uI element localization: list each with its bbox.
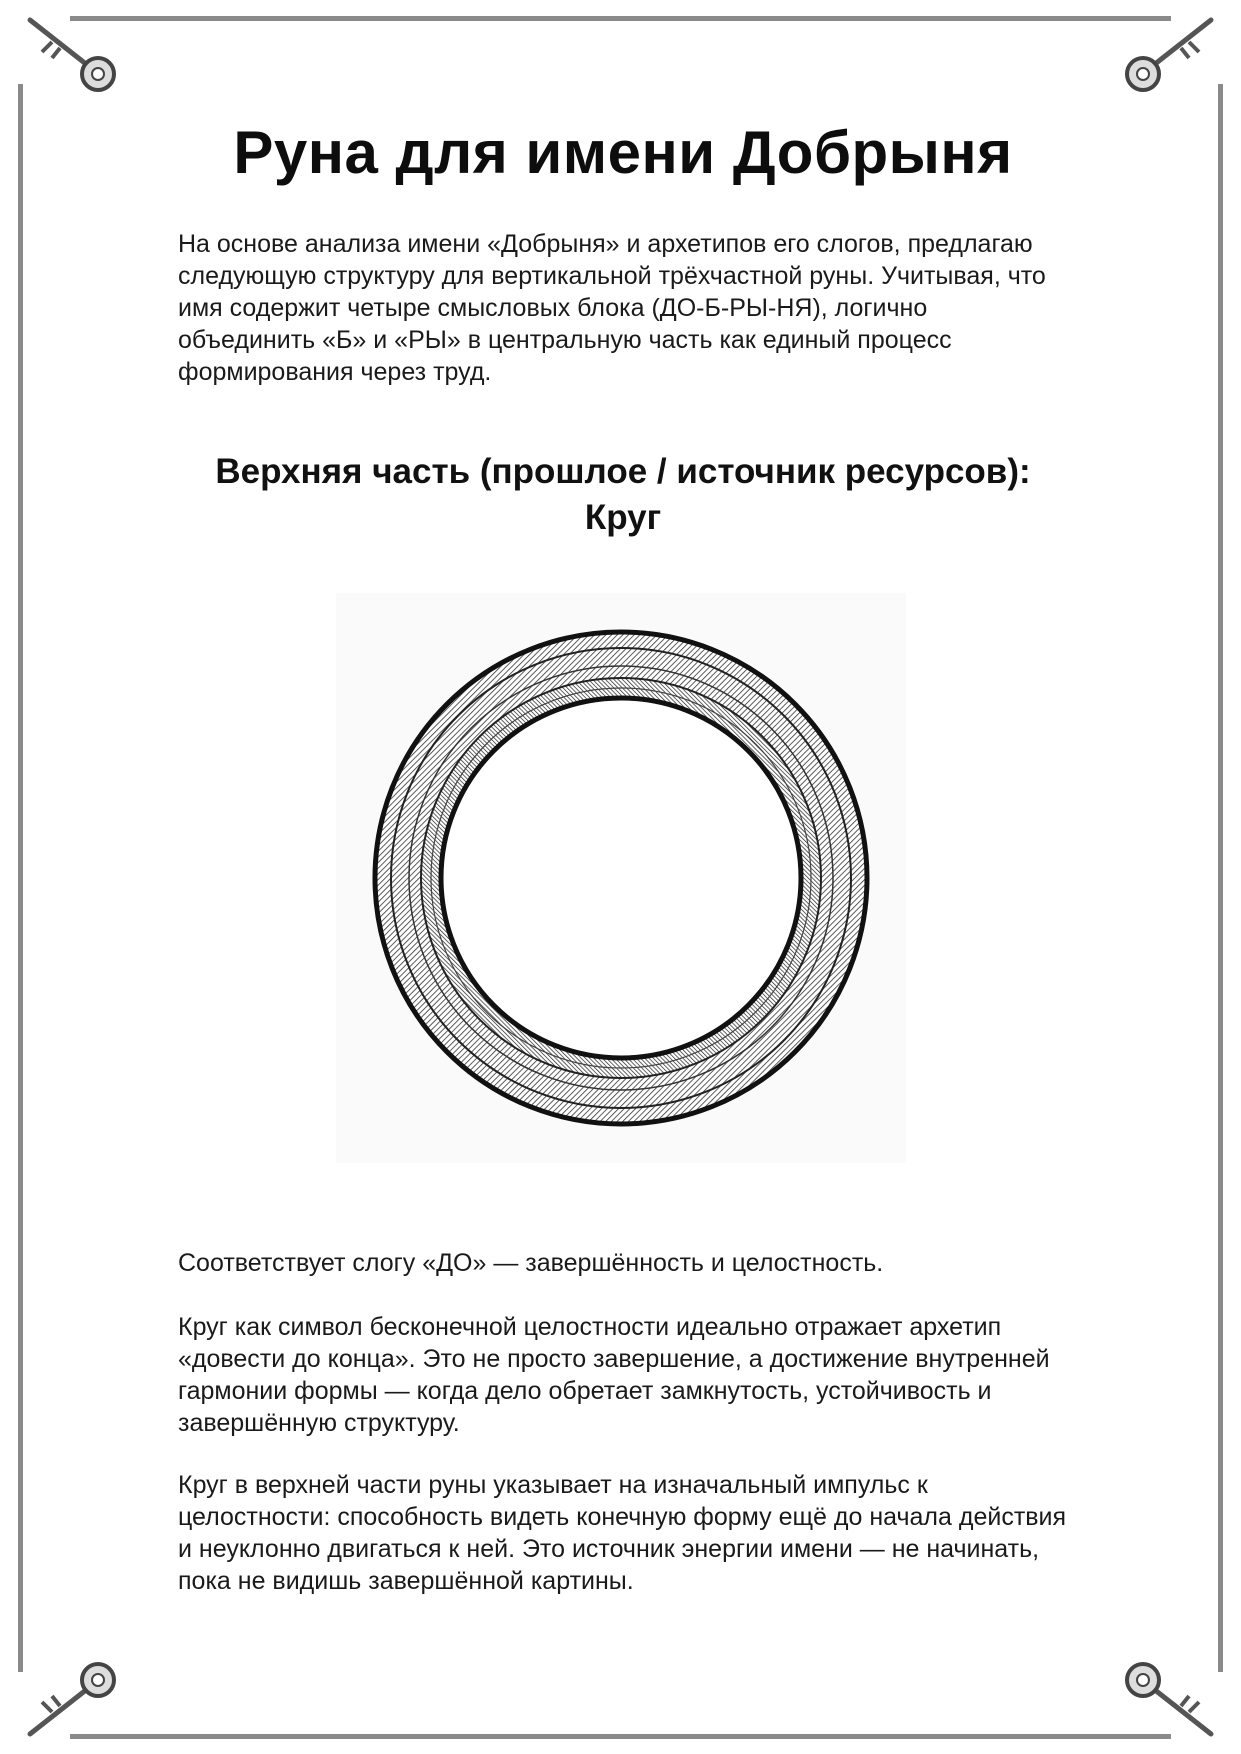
section-paragraph-1: Соответствует слогу «ДО» — завершённость и целостность. [178,1249,884,1277]
ornamental-key-icon [18,8,128,118]
frame-left-line [18,84,23,1672]
section-paragraph-2: Круг как символ бесконечной целостности идеально отражает архетип «довести до конца». Это не просто завершение, а достижение внутренней гармонии формы — когда дело обретает замкнутость, устойчивость и завершённую структуру. [178,1313,1050,1437]
frame-right-line [1218,84,1223,1672]
ornamental-key-icon [1113,8,1223,118]
page-title: Руна для имени Добрыня [233,119,1013,186]
ornamental-key-icon [18,1636,128,1746]
intro-paragraph: На основе анализа имени «Добрыня» и архетипов его слогов, предлагаю следующую структуру для вертикальной трёхчастной руны. Учитывая, что имя содержит четыре смысловых блока (ДО-Б-РЫ-НЯ), логично объединить «Б» и «РЫ» в центральную часть как единый процесс формирования через труд. [178,230,1046,386]
frame-bottom-line [70,1734,1171,1739]
section-heading: Верхняя часть (прошлое / источник ресурсов): Круг [215,452,1031,537]
engraved-circle-rune-icon [336,593,906,1163]
section-paragraph-3: Круг в верхней части руны указывает на изначальный импульс к целостности: способность видеть конечную форму ещё до начала действия и неуклонно двигаться к ней. Это источник энергии имени — не начинать, пока не видишь завершённой картины. [178,1471,1067,1595]
frame-top-line [70,16,1171,21]
ornamental-key-icon [1113,1636,1223,1746]
